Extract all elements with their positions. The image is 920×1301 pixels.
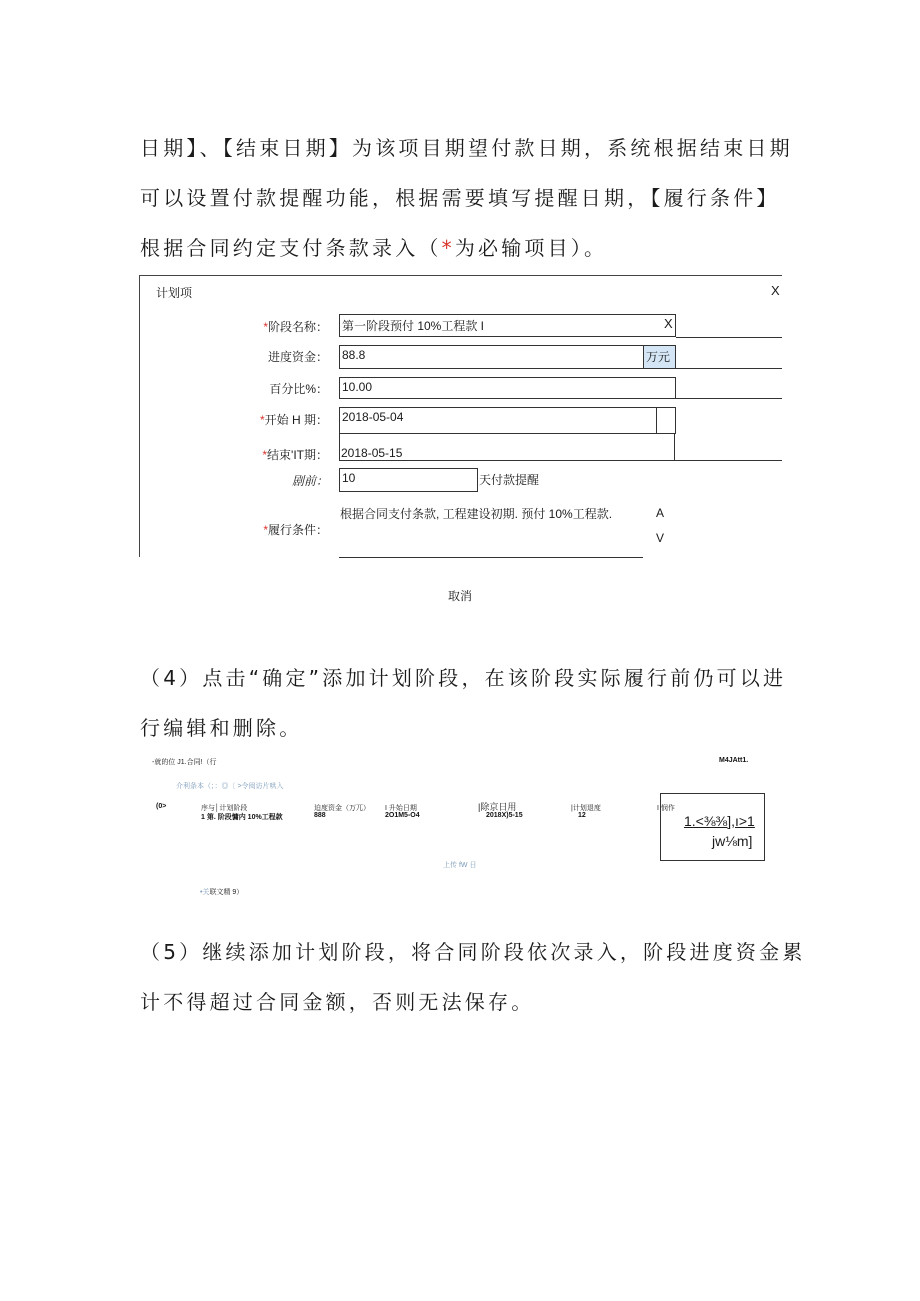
row-stage: 1 第. 阶段慵内 10%工程款 — [201, 814, 283, 821]
step4-line-1: （4）点击“确定”添加计划阶段，在该阶段实际履行前仍可以进 — [140, 666, 787, 690]
advance-suffix: 天付款提醒 — [479, 473, 540, 487]
col-start: I 升始日期 — [385, 805, 417, 812]
intro-line-3-b: 为必输项目）。 — [454, 236, 608, 260]
edit-link[interactable]: 1.<⅜⅜],ı>1 — [684, 813, 755, 829]
scroll-down-icon[interactable]: V — [656, 531, 665, 545]
stage-name-input[interactable]: 第一阶段预付 10%工程款 I — [339, 314, 676, 337]
end-date-right-edge — [674, 434, 675, 461]
dialog-title: 计划项 — [156, 286, 193, 300]
end-date-left-edge — [339, 434, 340, 461]
stage-name-clear-icon[interactable]: X — [664, 316, 673, 331]
divider — [676, 337, 782, 338]
intro-line-1: 日期】、【结束日期】为该项目期望付款日期，系统根据结束日期 — [140, 136, 793, 160]
funds-input[interactable]: 88.8 — [339, 345, 644, 369]
end-date-label: *结束'IT期： — [262, 448, 328, 462]
col-ops: I 悯作 — [657, 805, 675, 812]
start-date-label: *开始 H 期： — [259, 413, 328, 427]
related-docs[interactable]: •关联文精 9） — [200, 889, 244, 896]
delete-link[interactable]: jw⅛m] — [712, 833, 753, 849]
intro-line-2: 可以设置付款提醒功能，根据需要填写提醒日期，【履行条件】 — [140, 186, 780, 210]
step5-line-2: 计不得超过合同金额，否则无法保存。 — [140, 990, 535, 1014]
cancel-button[interactable]: 取消 — [448, 589, 473, 603]
stage-name-label: *阶段名称： — [263, 320, 328, 334]
condition-label: *履行条件： — [263, 523, 328, 537]
required-mark: * — [263, 320, 268, 334]
advance-label: 剧前： — [291, 474, 328, 488]
intro-line-3 — [140, 232, 800, 261]
percent-input[interactable]: 10.00 — [339, 377, 676, 399]
row-start: 2O1M5-O4 — [385, 812, 420, 819]
intro-line-3-a: 根据合同约定支付条款录入（ — [140, 236, 442, 260]
dialog-close-button[interactable]: X — [771, 283, 780, 298]
plan-toolbar[interactable]: 介利条本（；：◎〔 >令阅访片哄入 — [176, 783, 284, 790]
percent-label: 百分比%： — [269, 382, 328, 396]
upload-link[interactable]: 上传 fW 日 — [443, 862, 477, 869]
required-star-text: * — [441, 236, 455, 260]
step4-line-2: 行编辑和删除。 — [140, 716, 303, 740]
funds-label: 进度资金： — [267, 350, 328, 364]
col-end: |除京日用 — [478, 802, 517, 812]
funds-unit: 万元 — [643, 345, 676, 369]
divider — [676, 368, 782, 369]
condition-underline — [339, 557, 643, 558]
step5-line-1: （5）继续添加计划阶段，将合同阶段依次录入，阶段进度资金累 — [140, 940, 806, 964]
col-progress: |计划退度 — [571, 805, 601, 812]
start-date-picker-divider — [656, 407, 657, 434]
row-end: 2018X)5-15 — [486, 812, 523, 819]
row-progress: 12 — [578, 812, 586, 819]
col-funds: 迫度资金（万兀） — [314, 805, 370, 812]
row-funds: 888 — [314, 812, 326, 819]
col-seq-stage: 序与│计划阶段 — [201, 805, 248, 812]
scroll-up-icon[interactable]: A — [656, 506, 665, 520]
condition-textarea[interactable]: 根据合同支付条款, 工程建设初期. 预付 10%工程款. — [340, 507, 613, 521]
end-date-input[interactable]: 2018-05-15 — [341, 446, 403, 460]
advance-days-input[interactable]: 10 — [339, 468, 478, 492]
start-date-input[interactable]: 2018-05-04 — [339, 407, 676, 434]
divider — [676, 398, 782, 399]
header-right: M4JAtt1. — [719, 757, 749, 764]
select-all-checkbox[interactable]: (0> — [156, 803, 167, 810]
contract-breadcrumb: -就的位 J1.合同!（行 — [152, 759, 217, 766]
divider — [339, 460, 782, 461]
